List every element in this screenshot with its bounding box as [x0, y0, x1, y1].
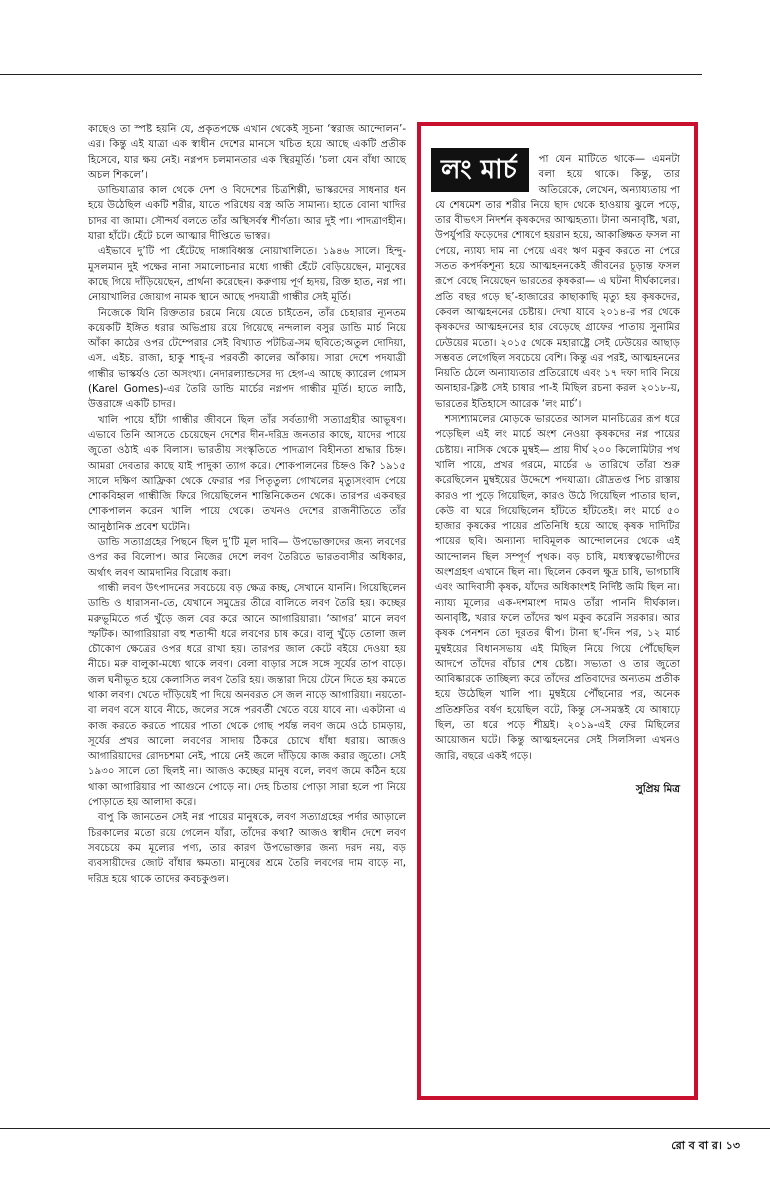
article-paragraph: বাপু কি জানতেন সেই নগ্ন পায়ের মানুষকে, লবণ সত্যাগ্রহের পর্দার আড়ালে চিরকালের মতো রয়ে গেলেন যাঁরা, তাঁদের কথা? আজও স্বাধীন দেশে লবণ সবচেয়ে কম মূল্যের পণ্য, তার কারণ উপভোক্তার জন্য দরদ নয়, বড় ব্যবসায়ীদের জোট বাঁধার ক্ষমতা। মানুষের শ্রমে তৈরি লবণের দাম বাড়ে না, দরিদ্র হয়ে থাকে তাদের কবচকুণ্ডল। — [88, 812, 406, 885]
article-paragraph: নিজেকে যিনি রিক্ততার চরমে নিয়ে যেতে চাইতেন, তাঁর চেহারার ন্যূনতম কয়েকটি ইঙ্গিত ধরার অভিপ্রায় রয়ে গিয়েছে নন্দলাল বসুর ডান্ডি মার্চ নিয়ে আঁকা কাঠের ওপর টেম্পেরার সেই বিখ্যাত পটচিত্র-সম ছবিতে;অতুল দোদিয়া, এস. এইচ. রাজা, হাকু শাহ্-র পরবর্তী কালের আঁকায়। সারা দেশে পদযাত্রী গান্ধীর ভাস্কর্যও তো অসংখ্য। নেদারল্যান্ডসের দ্য হেগ-এ আছে ক্যারেল গোমস (Karel Gomes)-এর তৈরি ডান্ডি মার্চের নগ্নপদ গান্ধীর মূর্তি। হাতে লাঠি, উত্তরাঙ্গে একটি চাদর। — [88, 307, 406, 411]
article-paragraph: খালি পায়ে হাঁটা গান্ধীর জীবনে ছিল তাঁর সর্বত্যাগী সত্যাগ্রহীর আভূষণ। এভাবে তিনি আসতে চেয়েছেন দেশের দীন-দরিদ্র জনতার কাছে, যাদের পায়ে জুতো ওঠাই এক বিলাস। ভারতীয় সংস্কৃতিতে পাদত্রাণ বিহীনতা শ্রদ্ধার চিহ্ন। আমরা দেবতার কাছে যাই পাদুকা ত্যাগ করে। শোকপালনের চিহ্নও কি? ১৯১৫ সালে দক্ষিণ আফ্রিকা থেকে ফেরার পর পিতৃতুল্য গোখলের মৃত্যুসংবাদ পেয়ে শোকবিহ্বল গান্ধীজি ফিরে গিয়েছিলেন শান্তিনিকেতন থেকে। তারপর একবছর শোকপালন করেন খালি পায়ে থেকে। তখনও দেশের রাজনীতিতে তাঁর আনুষ্ঠানিক প্রবেশ ঘটেনি। — [88, 414, 406, 533]
article-paragraph: গান্ধী লবণ উৎপাদনের সবচেয়ে বড় ক্ষেত্র কচ্ছ, সেখানে যাননি। গিয়েছিলেন ডান্ডি ও ধারাসনা-তে, যেখানে সমুদ্রের তীরে বালিতে লবণ তৈরি হয়। কচ্ছের মরুভূমিতে গর্ত খুঁড়ে জল বের করে আনে আগারিয়ারা। ‘আগর’ মানে লবণ স্ফটিক। আগারিয়ারা বহু শতাব্দী ধরে লবণের চাষ করে। বালু খুঁড়ে তোলা জল চৌকোণ ক্ষেত্রের ওপর ধরে রাখা হয়। তারপর জাল কেটে বইয়ে দেওয়া হয় নীচে। মরু বালুকা-মধ্যে থাকে লবণ। বেলা বাড়ার সঙ্গে সঙ্গে সূর্যের তাপ বাড়ে। জল ঘনীভূত হয়ে কেলাসিত লবণ তৈরি হয়। জন্তারা দিয়ে টেনে দিতে হয় কমতে থাকা লবণ। খেতে দাঁড়িয়েই পা দিয়ে অনবরত সে জল নাড়ে আগারিয়া। নয়তো-বা লবণ বসে যাবে নীচে, জলের সঙ্গে পরবর্তী খেতে বয়ে যাবে না। একটানা এ কাজ করতে করতে পায়ের পাতা থেকে গোছ পর্যন্ত লবণ জমে ওঠে চামড়ায়, সূর্যের প্রখর আলো লবণের সাদায় ঠিকরে চোখে ধাঁধা ধরায়। আজও আগারিয়াদের রোদচশমা নেই, পায়ে নেই জলে দাঁড়িয়ে কাজ করার জুতো। সেই ১৯৩০ সালে তো ছিলই না। আজও কচ্ছের মানুষ বলে, লবণ জমে কঠিন হয়ে থাকা আগারিয়ার পা আগুনে পোড়ে না। দেহ চিতায় পোড়া সারা হলে পা নিয়ে পোড়াতে হয় আলাদা করে। — [88, 582, 406, 809]
article-paragraph: ডান্ডি সত্যাগ্রহের পিছনে ছিল দু’টি মূল দাবি— উপভোক্তাদের জন্য লবণের ওপর কর বিলোপ। আর নিজের দেশে লবণ তৈরিতে ভারতবাসীর অধিকার, অর্থাৎ লবণ আমদানির বিরোধ করা। — [88, 537, 406, 579]
sidebar-title-badge: লং মার্চ — [431, 148, 529, 192]
page-folio: রো ব বা র। ১৩ — [671, 1139, 740, 1152]
long-march-sidebar-box — [417, 122, 698, 1100]
sidebar-paragraph: পা যেন মাটিতে থাকে— এমনটা বলা হয়ে থাকে। কিন্তু, তার অতিরেকে, লেখেন, অন্যায্যতায় পা যে শেষমেশ তার শরীর নিয়ে ছাদ থেকে হাওয়ায় ঝুলে পড়ে, তার বীভৎস নিদর্শন কৃষকদের আত্মহত্যা। টানা অনাবৃষ্টি, খরা, উপর্যুপরি ফড়েদের শোষণে হয়রান হয়ে, আকাঙ্ক্ষিত ফসল না পেয়ে, ন্যায্য দাম না পেয়ে এবং ঋণ মকুব করতে না পেরে সতত কপর্দকশূন্য হয়ে আত্মহননকেই জীবনের চূড়ান্ত ফসল রূপে বেছে নিয়েছেন ভারতের কৃষকরা— এ ঘটনা দীর্ঘকালের। প্রতি বছর গড়ে ছ’-হাজারের কাছাকাছি মৃত্যু হয় কৃষকদের, কেবল আত্মহননের চেষ্টায়। দেখা যাবে ২০১৪-র পর থেকে কৃষকদের আত্মহননের হার বেড়েছে গ্রাফের পাতায় সুনামির ঢেউয়ের মতো। ২০১৫ থেকে মহারাষ্ট্রে সেই ঢেউয়ের আছাড় সম্ভবত লেগেছিল সবচেয়ে বেশি। কিন্তু এর পরই, আত্মহননের নিয়তি ঠেলে অন্যায্যতার প্রতিরোধে এবং ১৭ দফা দাবি নিয়ে অনাহার-ক্লিষ্ট সেই চাষার পা-ই মিছিল রচনা করল ২০১৮-য়, ভারতের ইতিহাসে আরেক ‘লং মার্চ’। — [435, 154, 680, 410]
author-byline: সুপ্রিয় মিত্র — [635, 782, 680, 795]
article-paragraph: এইভাবে দু’টি পা হেঁটেছে দাঙ্গাবিধ্বস্ত নোয়াখালিতে। ১৯৪৬ সালে। হিন্দু-মুসলমান দুই পক্ষের নানা সমালোচনার মধ্যে গান্ধী হেঁটে বেড়িয়েছেন, মানুষের কাছে গিয়ে দাঁড়িয়েছেন, প্রার্থনা করেছেন। করুণায় পূর্ণ হৃদয়, রিক্ত হাত, নগ্ন পা। নোয়াখালির জোয়াগ নামক স্থানে আছে পদযাত্রী গান্ধীর সেই মূর্তি। — [88, 246, 406, 304]
bottom-rule — [0, 1128, 770, 1129]
article-paragraph: কাছেও তা স্পষ্ট হয়নি যে, প্রকৃতপক্ষে এখান থেকেই সূচনা ‘স্বরাজ আন্দোলন’-এর। কিন্তু এই যাত্রা এক স্বাধীন দেশের মানসে খচিত হয়ে আছে একটি প্রতীক হিসেবে, যার ক্ষয় নেই। নগ্নপদ চলমানতার এক স্থিরমূর্তি। ‘চলা যেন বাঁধা আছে অচল শিকলে’। — [88, 124, 406, 181]
top-rule — [0, 74, 702, 75]
sidebar-paragraph: শস্যশ্যামলের মোড়কে ভারতের আসল মানচিত্রের রূপ ধরে পড়েছিল এই লং মার্চে অংশ নেওয়া কৃষকদের নগ্ন পায়ের চেষ্টায়। নাসিক থেকে মুম্বই— প্রায় দীর্ঘ ২০০ কিলোমিটার পথ খালি পায়ে, প্রখর গরমে, মার্চের ৬ তারিখে তাঁরা শুরু করেছিলেন মুম্বইয়ের উদ্দেশে পদযাত্রা। রৌদ্রতপ্ত পিচ রাস্তায় কারও পা পুড়ে গিয়েছিল, কারও উঠে গিয়েছিল পাতার ছাল, কেউ বা ঘরে গিয়েছিলেন হাঁটতে হাঁটতেই। লং মার্চে ৫০ হাজার কৃষকের পায়ের প্রতিনিধি হয়ে আছে কৃষক দাদিটির পায়ের ছবি। অন্যান্য দাবিমূলক আন্দোলনের থেকে এই আন্দোলন ছিল সম্পূর্ণ পৃথক। বড় চাষি, মধ্যস্বত্বভোগীদের অংশগ্রহণ এখানে ছিল না। ছিলেন কেবল ক্ষুদ্র চাষি, ভাগচাষি এবং আদিবাসী কৃষক, যাঁদের অধিকাংশই নির্দিষ্ট জমি ছিল না। ন্যায্য মূল্যের এক-দশমাংশ দামও তাঁরা পাননি দীর্ঘকাল। অনাবৃষ্টি, খরার ফলে তাঁদের ঋণ মকুব করেনি সরকার। আর কৃষক পেনশন তো দূরতর দ্বীপ। টানা ছ’-দিন পর, ১২ মার্চ মুম্বইয়ের বিধানসভায় এই মিছিল নিয়ে গিয়ে পৌঁছেছিল আদপে তাঁদের বাঁচার শেষ চেষ্টা। সভ্যতা ও তার জুতো আবিষ্কারকে তাচ্ছিল্য করে তাঁদের প্রতিবাদের অন্যতম প্রতীক হয়ে উঠেছিল খালি পা। মুম্বইয়ে পৌঁছনোর পর, অনেক প্রতিশ্রুতির বর্ষণ হয়েছিল বটে, কিন্তু সে-সমস্তই যে আষাঢ়ে ছিল, তা ধরে পড়ে শীঘ্রই। ২০১৯-এই ফের মিছিলের আয়োজন ঘটে। কিন্তু আত্মহননের সেই সিলসিলা এখনও জারি, বছরে একই গড়ে। — [435, 414, 680, 762]
article-paragraph: ডান্ডিযাত্রার কাল থেকে দেশ ও বিদেশের চিত্রশিল্পী, ভাস্করদের সাধনার ধন হয়ে উঠেছিল একটি শরীর, যাতে পরিধেয় বস্ত্র অতি সামান্য। হাতে বোনা খাদির চাদর বা জামা। সৌন্দর্য বলতে তাঁর অস্থিসর্বস্ব শীর্ণতা। আর দুই পা। পাদত্রাণহীন। যারা হাঁটে। হেঁটে চলে আত্মার দীপ্তিতে ভাস্বর। — [88, 185, 406, 243]
main-article-column — [88, 122, 406, 887]
